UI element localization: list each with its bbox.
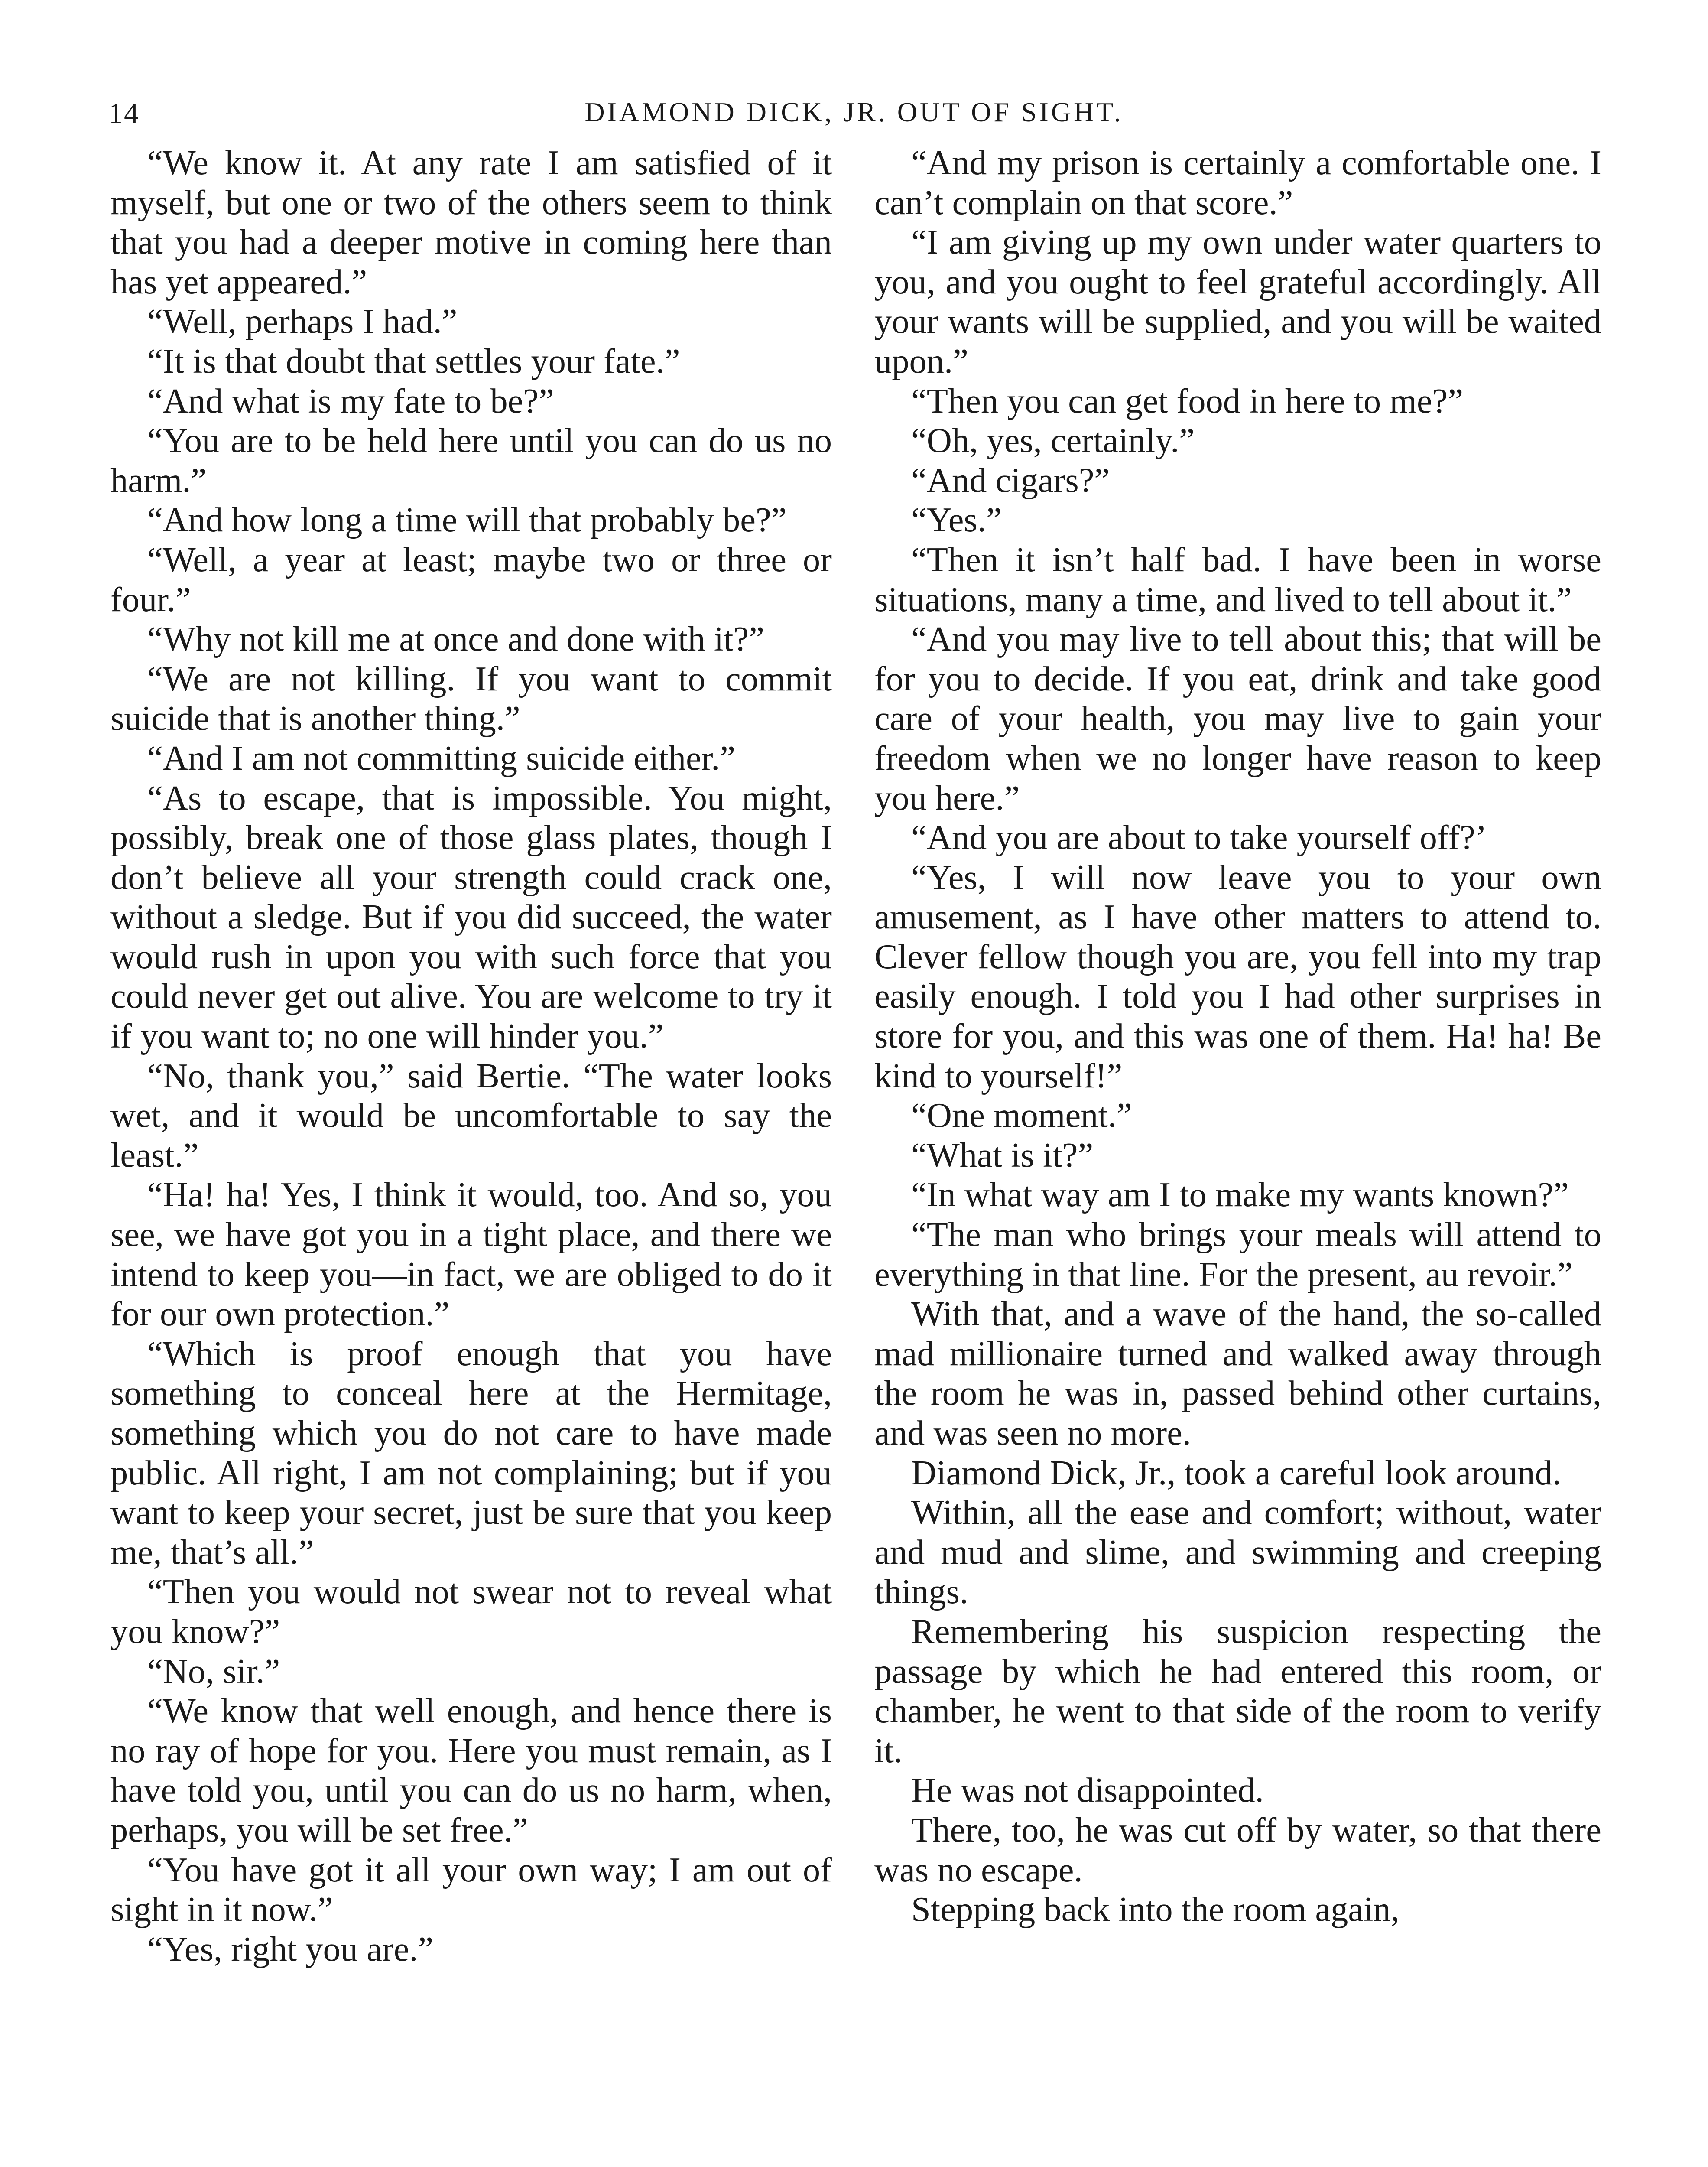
running-title: DIAMOND DICK, JR. OUT OF SIGHT. [584,97,1124,127]
paragraph: Within, all the ease and comfort; without, water and mud and slime, and swimming and creeping things. [874,1493,1601,1611]
paragraph: “Yes, I will now leave you to your own amusement, as I have other matters to attend to. Clever fellow though you are, you fell into my trap easily enough. I told you I had other surprises in store for you, and this was one of them. Ha! ha! Be kind to yourself!” [874,858,1601,1095]
paragraph: “I am giving up my own under water quarters to you, and you ought to feel grateful accordingly. All your wants will be supplied, and you will be waited upon.” [874,223,1601,381]
paragraph: “We are not killing. If you want to commit suicide that is another thing.” [110,659,832,738]
paragraph: He was not disappointed. [911,1771,1264,1810]
paragraph: Diamond Dick, Jr., took a careful look around. [911,1453,1562,1492]
paragraph: “Then you can get food in here to me?” [911,381,1464,420]
paragraph: “And how long a time will that probably be?” [147,501,787,540]
page-header [0,96,1708,135]
paragraph: “Well, perhaps I had.” [147,302,458,341]
paragraph: “And you are about to take yourself off?’ [911,818,1487,857]
paragraph: “Yes.” [911,501,1002,540]
paragraph: “As to escape, that is impossible. You might, possibly, break one of those glass plates, though I don’t believe all your strength could crack one, without a sledge. But if you did succeed, the water would rush in upon you with such force that you could never get out alive. You are welcome to try it if you want to; no one will hinder you.” [110,778,832,1056]
paragraph: “Why not kill me at once and done with it?” [147,620,764,659]
paragraph: Stepping back into the room again, [911,1890,1400,1929]
left-column [110,143,832,2167]
paragraph: There, too, he was cut off by water, so that there was no escape. [874,1810,1601,1889]
paragraph: “Ha! ha! Yes, I think it would, too. And so, you see, we have got you in a tight place, and there we intend to keep you—in fact, we are obliged to do it for our own protection.” [110,1175,832,1334]
paragraph: “In what way am I to make my wants known?” [911,1175,1569,1214]
paragraph: Remembering his suspicion respecting the passage by which he had entered this room, or chamber, he went to that side of the room to verify it. [874,1612,1601,1770]
paragraph: “Which is proof enough that you have something to conceal here at the Hermitage, something which you do not care to have made public. All right, I am not complaining; but if you want to keep your secret, just be sure that you keep me, that’s all.” [110,1334,832,1572]
paragraph: “The man who brings your meals will attend to everything in that line. For the present, au revoir.” [874,1215,1601,1294]
paragraph: “You have got it all your own way; I am out of sight in it now.” [110,1850,832,1929]
paragraph: “And I am not committing suicide either.” [147,739,735,778]
paragraph: “We know that well enough, and hence there is no ray of hope for you. Here you must remain, as I have told you, until you can do us no harm, when, perhaps, you will be set free.” [110,1692,832,1849]
paragraph: “Yes, right you are.” [147,1929,434,1969]
paragraph: “And you may live to tell about this; that will be for you to decide. If you eat, drink and take good care of your health, you may live to gain your freedom when we no longer have reason to keep you here.” [874,620,1601,817]
paragraph: “One moment.” [911,1096,1132,1135]
paragraph: “What is it?” [911,1136,1094,1175]
paragraph: “We know it. At any rate I am satisfied of it myself, but one or two of the others seem to think that you had a deeper motive in coming here than has yet appeared.” [110,143,832,301]
right-column [874,143,1601,2167]
paragraph: “No, thank you,” said Bertie. “The water looks wet, and it would be uncomfortable to say the least.” [110,1056,832,1175]
paragraph: With that, and a wave of the hand, the so-called mad millionaire turned and walked away through the room he was in, passed behind other curtains, and was seen no more. [874,1295,1601,1452]
paragraph: “You are to be held here until you can do us no harm.” [110,421,832,500]
paragraph: “Then it isn’t half bad. I have been in worse situations, many a time, and lived to tell about it.” [874,540,1601,619]
paragraph: “No, sir.” [147,1652,280,1691]
paragraph: “Oh, yes, certainly.” [911,421,1195,460]
paragraph: “And cigars?” [911,461,1110,500]
page-number: 14 [108,97,140,130]
paragraph: “It is that doubt that settles your fate.” [147,342,680,381]
paragraph: “Well, a year at least; maybe two or three or four.” [110,540,832,619]
paragraph: “Then you would not swear not to reveal what you know?” [110,1572,832,1651]
paragraph: “And what is my fate to be?” [147,381,554,420]
paragraph: “And my prison is certainly a comfortable one. I can’t complain on that score.” [874,143,1601,222]
